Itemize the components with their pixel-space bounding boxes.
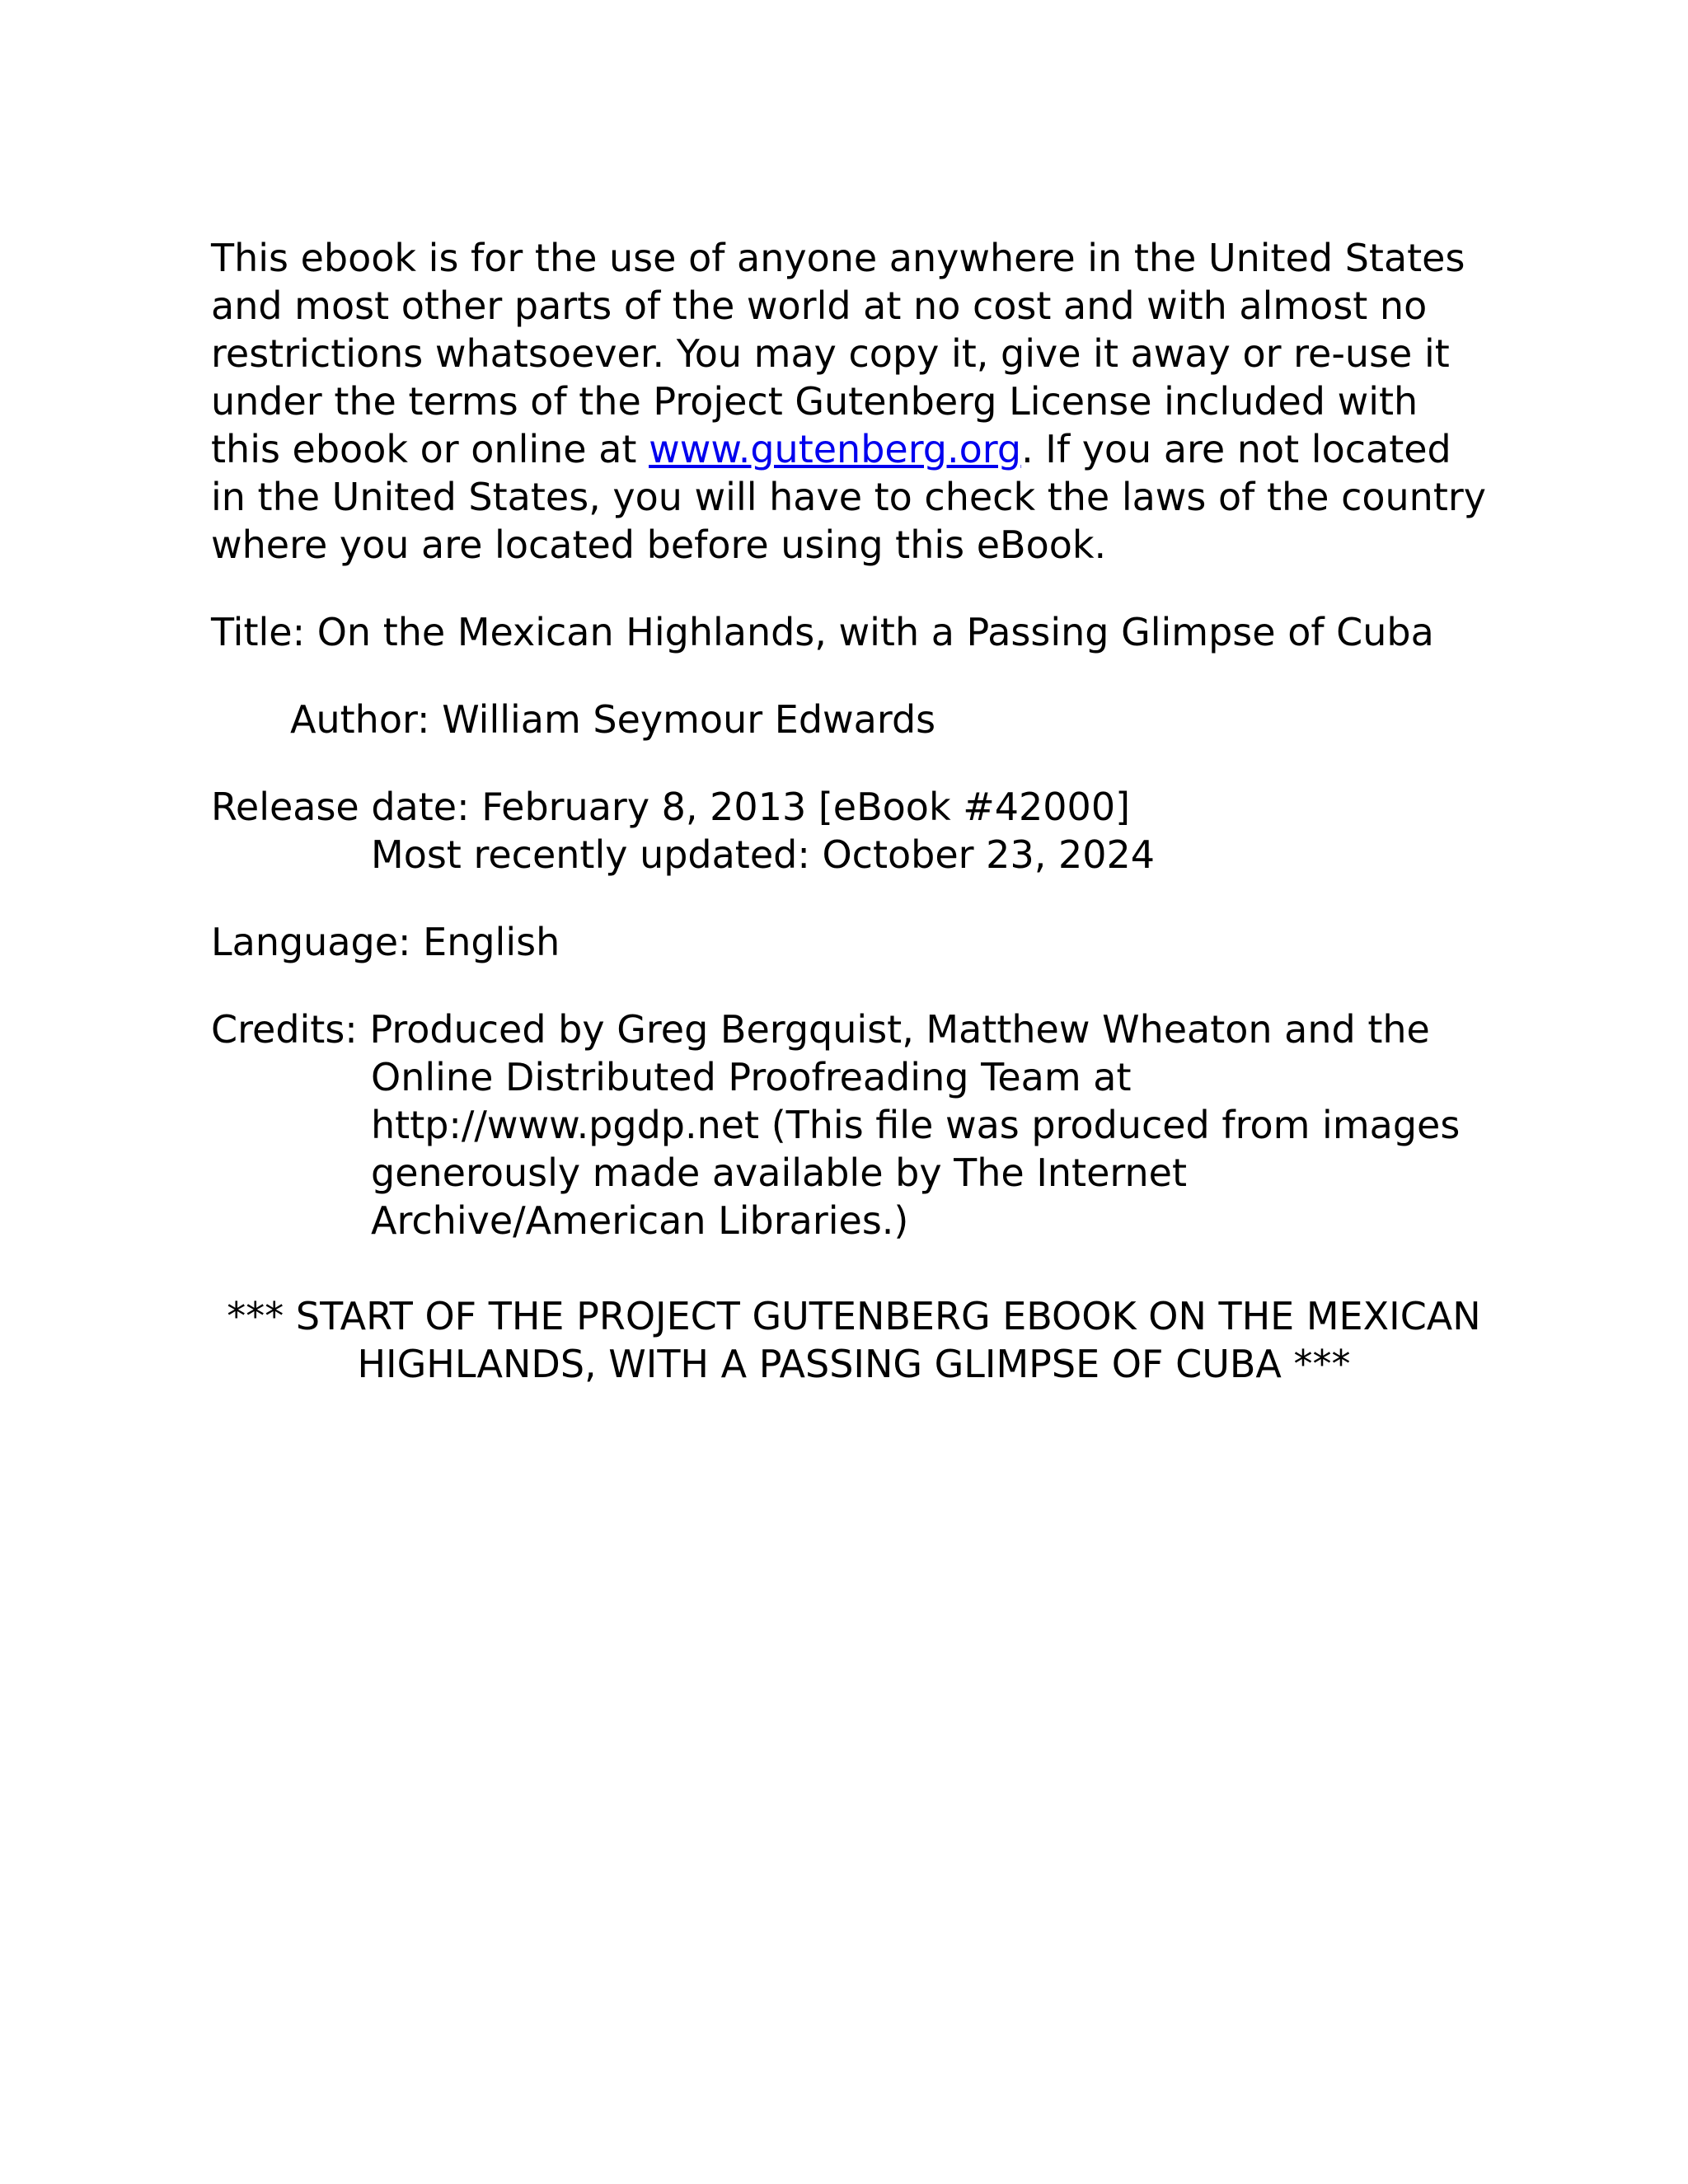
start-banner-line-1: *** START OF THE PROJECT GUTENBERG EBOOK ON THE MEXICAN — [227, 1294, 1481, 1338]
language-value: English — [423, 920, 560, 964]
release-block — [211, 783, 1497, 879]
author-line — [211, 696, 1497, 743]
credits-label: Credits: — [211, 1007, 358, 1052]
title-value: On the Mexican Highlands, with a Passing Glimpse of Cuba — [316, 610, 1434, 654]
title-line — [211, 608, 1497, 656]
start-of-ebook-banner — [211, 1292, 1497, 1388]
credits-line — [211, 1005, 1497, 1244]
author-label: Author: — [290, 697, 430, 742]
document-body — [211, 234, 1497, 1388]
language-label: Language: — [211, 920, 411, 964]
release-value: February 8, 2013 [eBook #42000] — [481, 785, 1131, 829]
license-paragraph — [211, 234, 1497, 569]
license-text-before: This ebook is for the use of anyone anywhere in the United States and most other parts of the world at no cost and with almost no restrictions whatsoever. You may copy it, give it away or re-use it under the terms of the Project Gutenberg License included with this ebook or online at — [211, 236, 1465, 471]
start-banner-line-2: HIGHLANDS, WITH A PASSING GLIMPSE OF CUBA *** — [357, 1342, 1351, 1386]
title-label: Title: — [211, 610, 306, 654]
gutenberg-link[interactable]: www.gutenberg.org — [649, 427, 1022, 471]
credits-value: Produced by Greg Bergquist, Matthew Wheaton and the Online Distributed Proofreading Team at http://www.pgdp.net (This file was produced from images generously made available by The Internet Archive/American Libraries.) — [369, 1007, 1461, 1243]
license-text-after: . If you are not located in the United States, you will have to check the laws of the country where you are located before using this eBook. — [211, 427, 1486, 567]
updated-line: Most recently updated: October 23, 2024 — [371, 832, 1156, 877]
language-line — [211, 918, 1497, 966]
release-line — [211, 783, 1497, 831]
release-label: Release date: — [211, 785, 470, 829]
author-value: William Seymour Edwards — [442, 697, 936, 742]
